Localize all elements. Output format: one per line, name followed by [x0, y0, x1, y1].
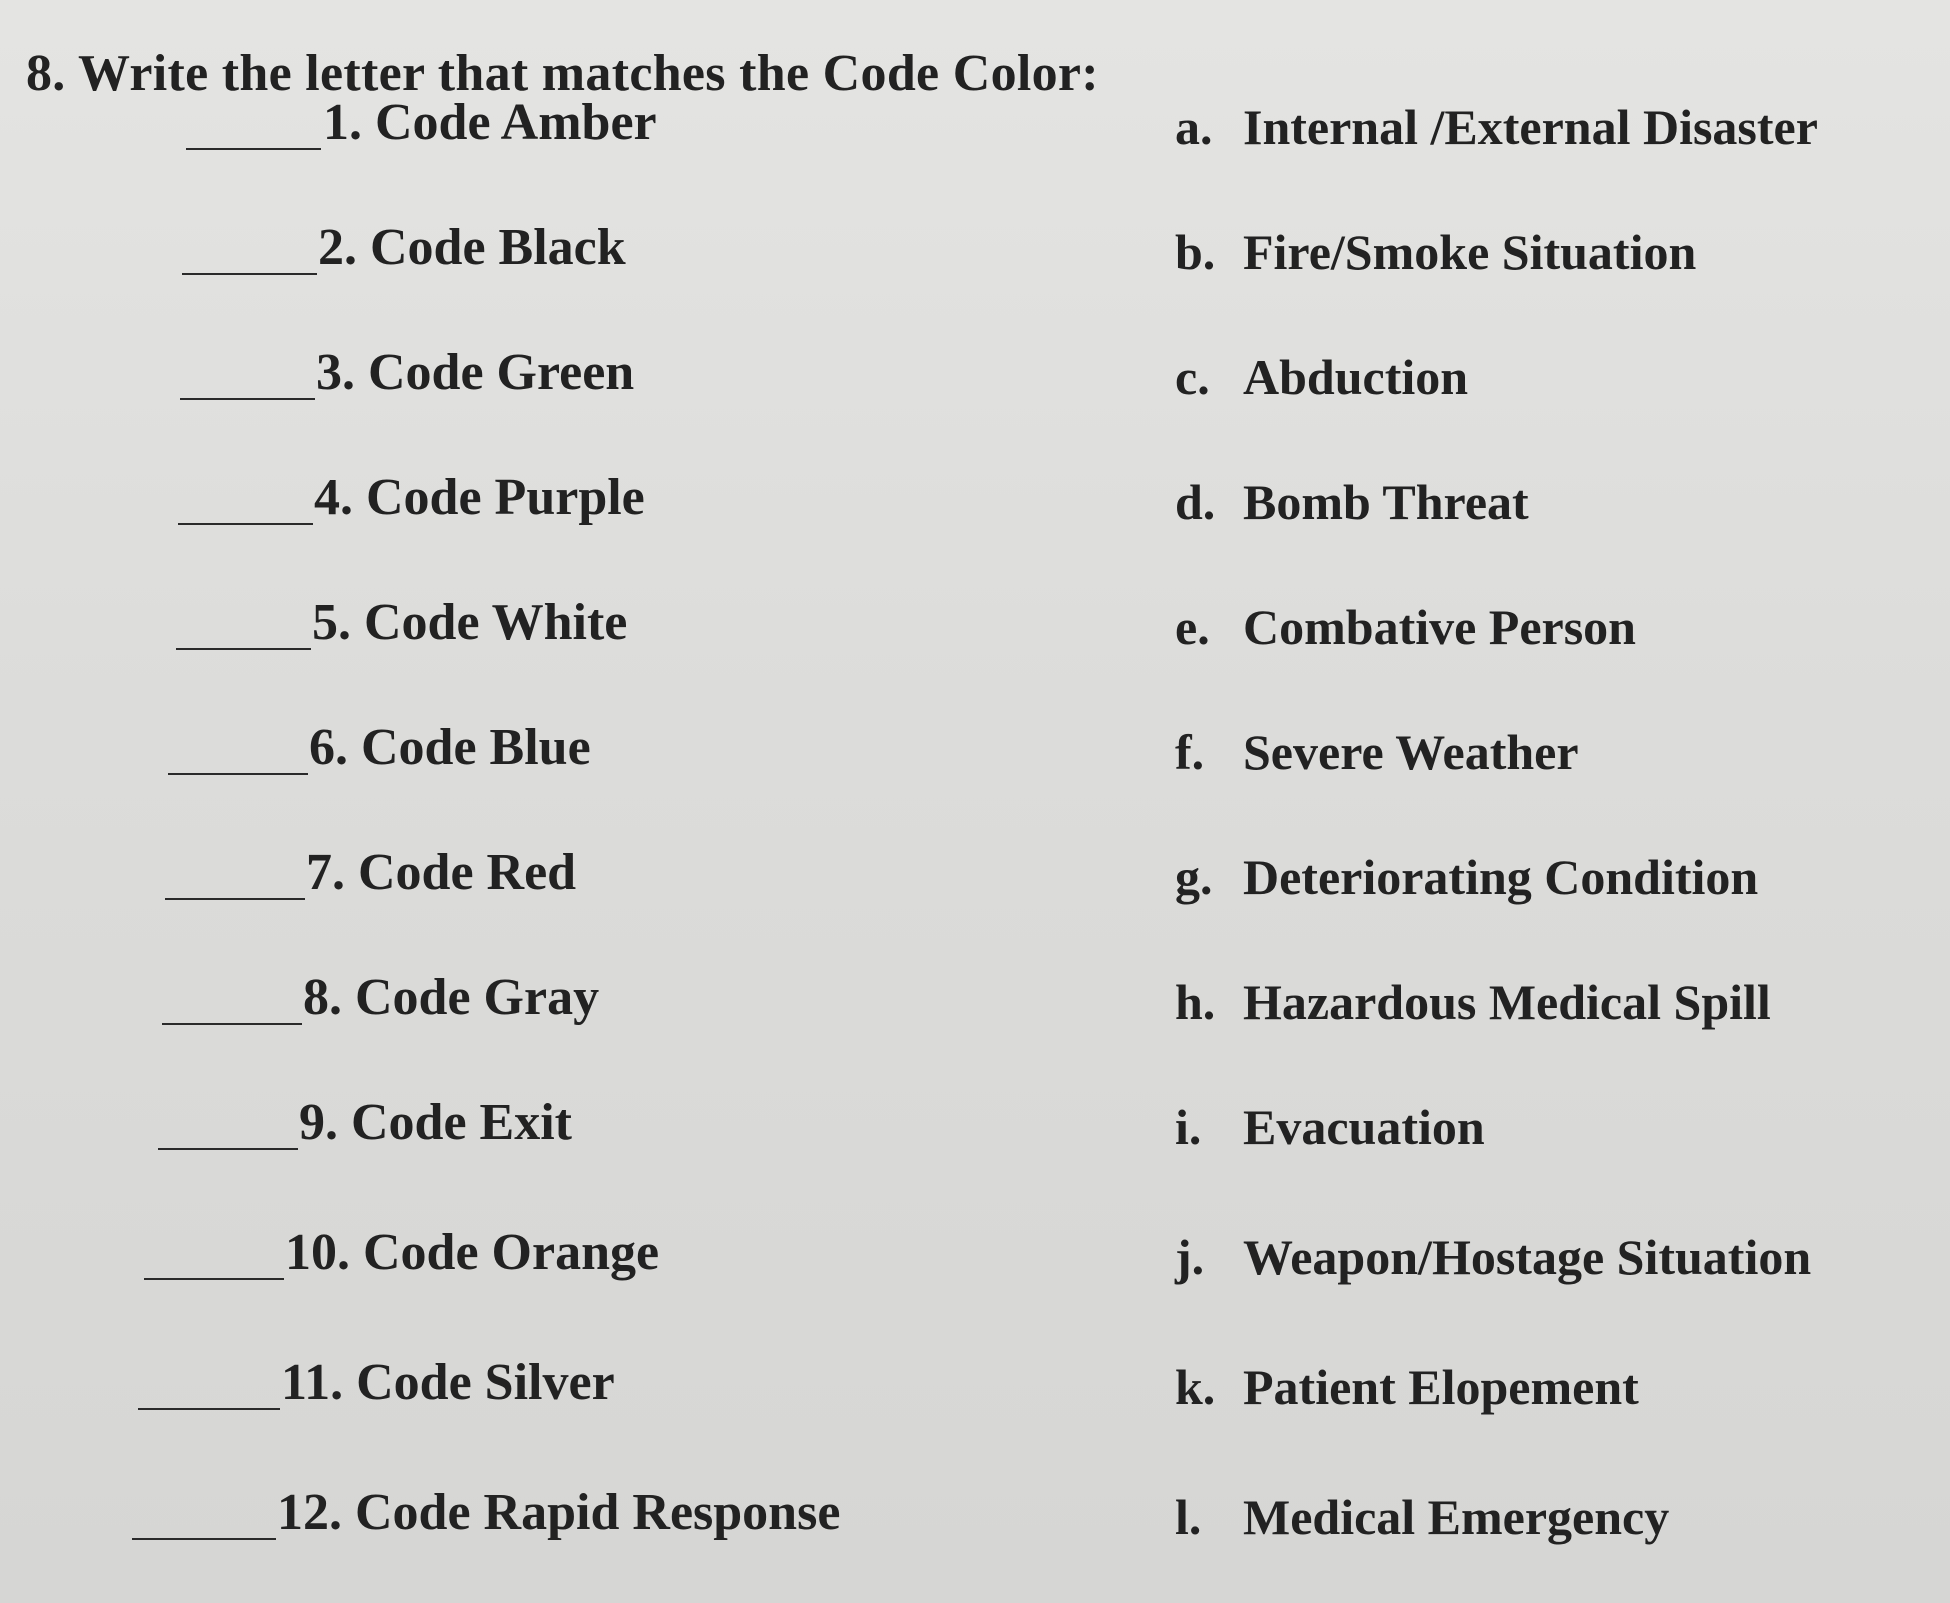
answer-blank-10[interactable] [144, 1278, 284, 1280]
choice-letter-k: k. [1175, 1359, 1216, 1415]
question-title: 8. Write the letter that matches the Code Color: [26, 45, 1099, 102]
code-label-11: 11. Code Silver [281, 1354, 615, 1411]
choice-letter-l: l. [1175, 1489, 1202, 1545]
choice-text-f: Severe Weather [1243, 724, 1579, 780]
matching-row-12 [0, 1470, 1950, 1550]
matching-row-2 [0, 205, 1950, 285]
choice-text-l: Medical Emergency [1243, 1489, 1670, 1545]
matching-row-3 [0, 330, 1950, 410]
choice-text-k: Patient Elopement [1243, 1359, 1639, 1415]
choice-letter-c: c. [1175, 349, 1210, 405]
code-label-7: 7. Code Red [306, 844, 577, 901]
matching-row-9 [0, 1080, 1950, 1160]
answer-blank-5[interactable] [176, 648, 311, 650]
choice-letter-d: d. [1175, 474, 1216, 530]
answer-blank-8[interactable] [162, 1023, 302, 1025]
answer-blank-4[interactable] [178, 523, 313, 525]
code-label-8: 8. Code Gray [303, 969, 600, 1026]
choice-letter-e: e. [1175, 599, 1210, 655]
choice-text-d: Bomb Threat [1243, 474, 1529, 530]
choice-text-c: Abduction [1243, 349, 1469, 405]
choice-text-g: Deteriorating Condition [1243, 849, 1759, 905]
matching-row-11 [0, 1340, 1950, 1420]
choice-letter-j: j. [1175, 1229, 1205, 1285]
choice-text-b: Fire/Smoke Situation [1243, 224, 1697, 280]
answer-blank-11[interactable] [138, 1408, 280, 1410]
matching-row-1 [0, 80, 1950, 160]
matching-row-6 [0, 705, 1950, 785]
code-label-12: 12. Code Rapid Response [277, 1484, 841, 1541]
choice-text-e: Combative Person [1243, 599, 1636, 655]
code-label-3: 3. Code Green [316, 344, 635, 401]
code-label-1: 1. Code Amber [323, 94, 657, 151]
answer-blank-6[interactable] [168, 773, 308, 775]
choice-letter-g: g. [1175, 849, 1213, 905]
choice-text-i: Evacuation [1243, 1099, 1485, 1155]
answer-blank-3[interactable] [180, 398, 315, 400]
code-label-2: 2. Code Black [318, 219, 626, 276]
answer-blank-2[interactable] [182, 273, 317, 275]
choice-text-a: Internal /External Disaster [1243, 99, 1818, 155]
code-label-4: 4. Code Purple [314, 469, 645, 526]
answer-blank-7[interactable] [165, 898, 305, 900]
choice-letter-a: a. [1175, 99, 1213, 155]
code-label-10: 10. Code Orange [285, 1224, 660, 1281]
choice-letter-b: b. [1175, 224, 1216, 280]
choice-letter-f: f. [1175, 724, 1205, 780]
matching-row-4 [0, 455, 1950, 535]
matching-row-7 [0, 830, 1950, 910]
code-label-5: 5. Code White [312, 594, 628, 651]
answer-blank-12[interactable] [132, 1538, 276, 1540]
answer-blank-1[interactable] [186, 148, 321, 150]
choice-text-j: Weapon/Hostage Situation [1243, 1229, 1812, 1285]
matching-row-5 [0, 580, 1950, 660]
matching-row-10 [0, 1210, 1950, 1290]
choice-letter-i: i. [1175, 1099, 1202, 1155]
choice-letter-h: h. [1175, 974, 1216, 1030]
matching-row-8 [0, 955, 1950, 1035]
choice-text-h: Hazardous Medical Spill [1243, 974, 1771, 1030]
answer-blank-9[interactable] [158, 1148, 298, 1150]
code-label-6: 6. Code Blue [309, 719, 591, 776]
code-label-9: 9. Code Exit [299, 1094, 572, 1151]
